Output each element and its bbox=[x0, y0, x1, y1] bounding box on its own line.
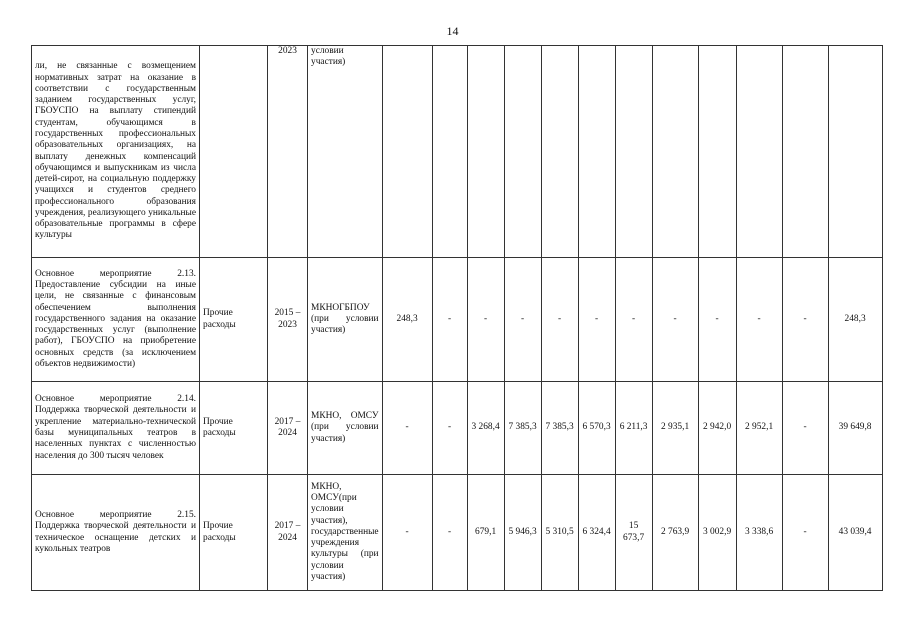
value-cell: - bbox=[432, 258, 467, 382]
executor-cell: МКНО, ОМСУ(при условии участия), государственные учреждения культуры (при условии участия) bbox=[308, 475, 383, 591]
years-cell: 2023 bbox=[268, 46, 308, 258]
value-cell: - bbox=[432, 475, 467, 591]
page-number: 14 bbox=[446, 24, 459, 38]
value-cell: - bbox=[382, 382, 432, 475]
value-cell bbox=[615, 46, 652, 258]
program-table bbox=[31, 45, 883, 591]
total-cell: 248,3 bbox=[828, 258, 882, 382]
value-cell: 2 942,0 bbox=[698, 382, 736, 475]
executor-cell: условии участия) bbox=[308, 46, 383, 258]
value-cell bbox=[541, 46, 578, 258]
executor-cell: МКНО, ОМСУ (при условии участия) bbox=[308, 382, 383, 475]
value-cell bbox=[578, 46, 615, 258]
years-cell: 2015 – 2023 bbox=[268, 258, 308, 382]
value-cell: - bbox=[698, 258, 736, 382]
value-cell: - bbox=[782, 258, 828, 382]
description-cell: Основное мероприятие 2.13. Предоставление субсидии на иные цели, не связанные с финансовым обеспечением выполнения государственного задания на оказание государственных услуг (выполнение работ), ГБОУСПО на приобретение основных средств (за исключением объектов недвижимости) bbox=[32, 258, 200, 382]
value-cell: - bbox=[652, 258, 698, 382]
value-cell: 3 338,6 bbox=[736, 475, 782, 591]
table-row bbox=[32, 475, 883, 591]
executor-cell: МКНОГБПОУ (при условии участия) bbox=[308, 258, 383, 382]
total-cell: 39 649,8 bbox=[828, 382, 882, 475]
value-cell: 15 673,7 bbox=[615, 475, 652, 591]
table-row bbox=[32, 46, 883, 258]
value-cell: - bbox=[504, 258, 541, 382]
value-cell: - bbox=[615, 258, 652, 382]
value-cell: 6 570,3 bbox=[578, 382, 615, 475]
value-cell: - bbox=[736, 258, 782, 382]
value-cell: 7 385,3 bbox=[504, 382, 541, 475]
expense-type-cell: Прочие расходы bbox=[200, 382, 268, 475]
table-row bbox=[32, 382, 883, 475]
value-cell: 2 952,1 bbox=[736, 382, 782, 475]
total-cell: 43 039,4 bbox=[828, 475, 882, 591]
value-cell: - bbox=[782, 475, 828, 591]
value-cell: 3 268,4 bbox=[467, 382, 504, 475]
value-cell: - bbox=[578, 258, 615, 382]
value-cell: 679,1 bbox=[467, 475, 504, 591]
value-cell bbox=[432, 46, 467, 258]
years-cell: 2017 – 2024 bbox=[268, 382, 308, 475]
expense-type-cell: Прочие расходы bbox=[200, 258, 268, 382]
value-cell: 2 935,1 bbox=[652, 382, 698, 475]
value-cell: - bbox=[782, 382, 828, 475]
value-cell: - bbox=[467, 258, 504, 382]
value-cell bbox=[504, 46, 541, 258]
value-cell: 248,3 bbox=[382, 258, 432, 382]
expense-type-cell: Прочие расходы bbox=[200, 475, 268, 591]
value-cell bbox=[467, 46, 504, 258]
value-cell bbox=[736, 46, 782, 258]
value-cell: 6 211,3 bbox=[615, 382, 652, 475]
expense-type-cell bbox=[200, 46, 268, 258]
table-row bbox=[32, 258, 883, 382]
description-cell: Основное мероприятие 2.14. Поддержка творческой деятельности и укрепление материально-технической базы муниципальных театров в населенных пунктах с численностью населения до 300 тысяч человек bbox=[32, 382, 200, 475]
description-cell: ли, не связанные с возмещением нормативных затрат на оказание в соответствии с государственным заданием государственных услуг, ГБОУСПО на выплату стипендий студентам, обучающимся в государственных профессиональных образовательных организациях, на выплату денежных компенсаций обучающимся и выпускникам из числа детей-сирот, на социальную поддержку учащихся и студентов среднего профессионального образования учреждения, реализующего уникальные образовательные программы в сфере культуры bbox=[32, 46, 200, 258]
description-cell: Основное мероприятие 2.15. Поддержка творческой деятельности и техническое оснащение детских и кукольных театров bbox=[32, 475, 200, 591]
value-cell: 7 385,3 bbox=[541, 382, 578, 475]
value-cell: 2 763,9 bbox=[652, 475, 698, 591]
value-cell bbox=[782, 46, 828, 258]
value-cell: - bbox=[432, 382, 467, 475]
value-cell bbox=[382, 46, 432, 258]
value-cell bbox=[652, 46, 698, 258]
value-cell bbox=[698, 46, 736, 258]
value-cell: - bbox=[382, 475, 432, 591]
value-cell: - bbox=[541, 258, 578, 382]
years-cell: 2017 – 2024 bbox=[268, 475, 308, 591]
value-cell: 3 002,9 bbox=[698, 475, 736, 591]
total-cell bbox=[828, 46, 882, 258]
value-cell: 5 310,5 bbox=[541, 475, 578, 591]
value-cell: 5 946,3 bbox=[504, 475, 541, 591]
value-cell: 6 324,4 bbox=[578, 475, 615, 591]
